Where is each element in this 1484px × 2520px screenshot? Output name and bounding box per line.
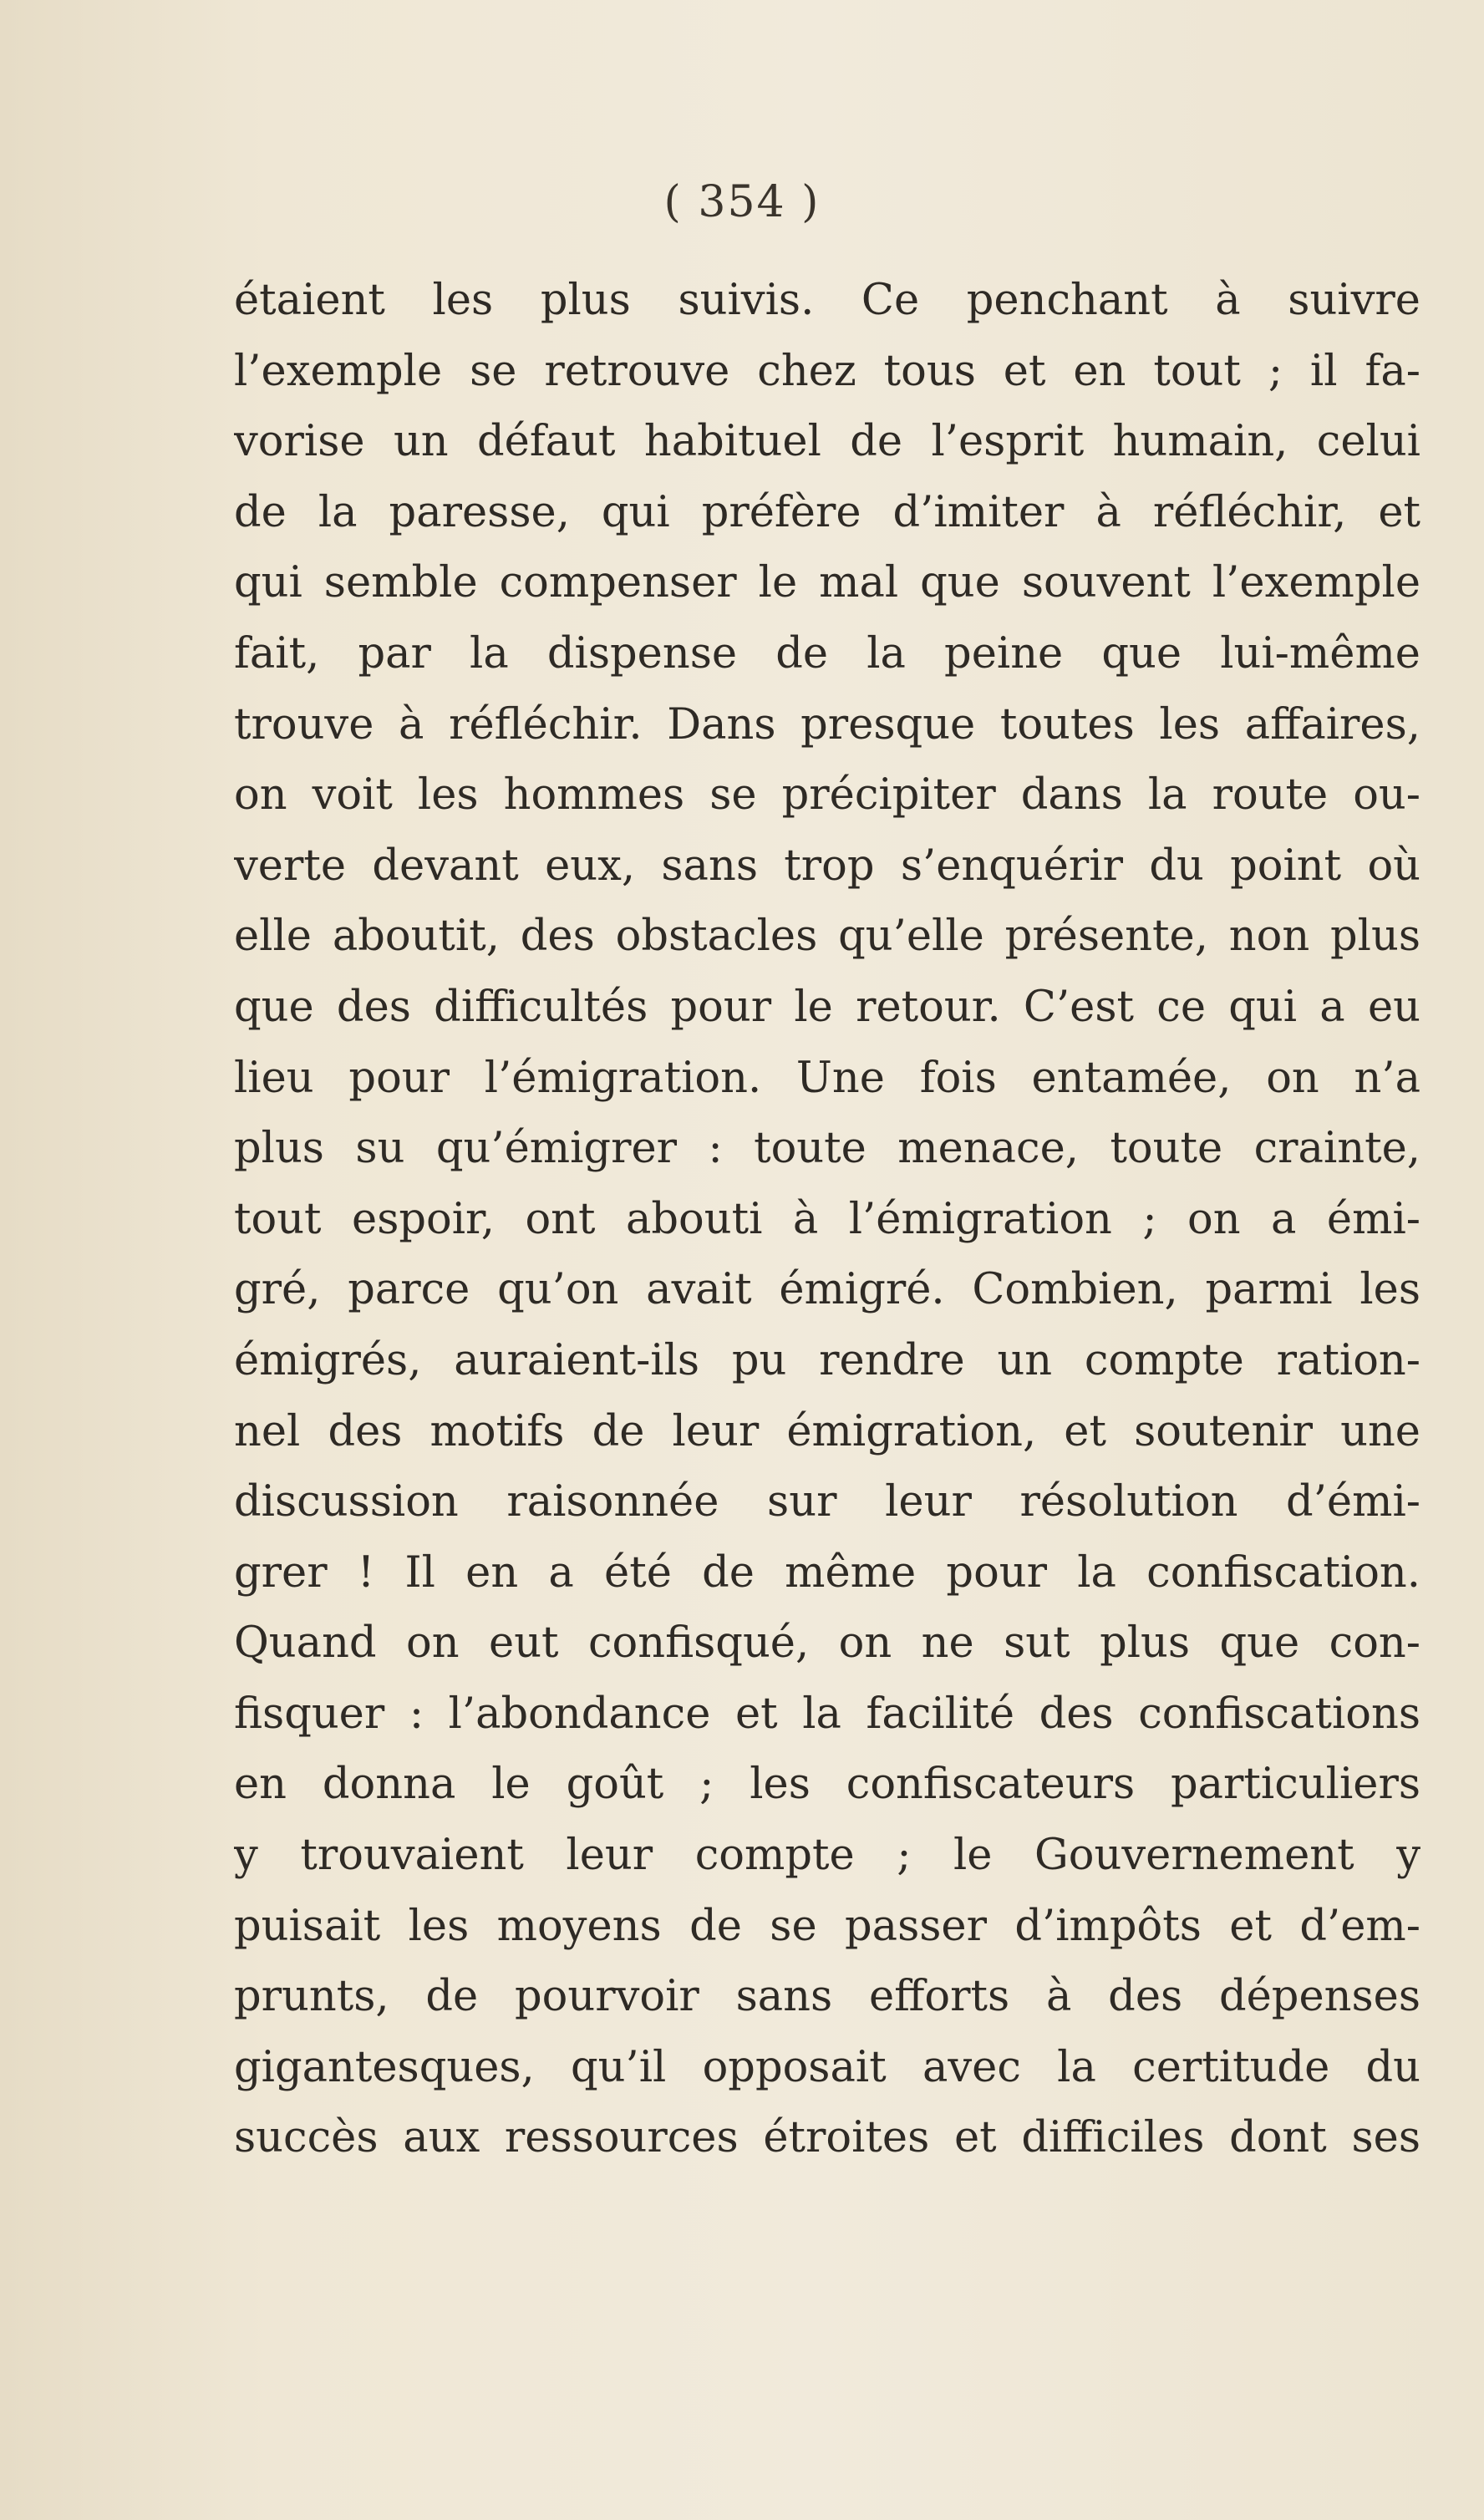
text-line: fait, par la dispense de la peine que lui-même bbox=[234, 628, 1420, 678]
body-text bbox=[234, 266, 1420, 2174]
page-number: ( 354 ) bbox=[663, 177, 821, 227]
text-line: nel des motifs de leur émigration, et soutenir une bbox=[234, 1406, 1420, 1456]
text-line: on voit les hommes se précipiter dans la route ou- bbox=[234, 770, 1420, 821]
text-line: émigrés, auraient-ils pu rendre un compte ration- bbox=[234, 1335, 1420, 1385]
text-line: prunts, de pourvoir sans efforts à des dépenses bbox=[234, 1972, 1420, 2022]
text-line: gigantesques, qu’il opposait avec la certitude du bbox=[234, 2042, 1420, 2092]
text-line: y trouvaient leur compte ; le Gouvernement y bbox=[234, 1831, 1420, 1881]
text-line: que des difficultés pour le retour. C’est ce qui a eu bbox=[234, 982, 1420, 1032]
text-line: vorise un défaut habituel de l’esprit humain, celui bbox=[234, 417, 1420, 467]
text-line: qui semble compenser le mal que souvent l’exemple bbox=[234, 558, 1420, 608]
text-line: fisquer : l’abondance et la facilité des confiscations bbox=[234, 1689, 1420, 1739]
text-line: elle aboutit, des obstacles qu’elle présente, non plus bbox=[234, 912, 1420, 962]
text-line: tout espoir, ont abouti à l’émigration ; on a émi- bbox=[234, 1194, 1420, 1244]
text-line: Quand on eut confisqué, on ne sut plus que con- bbox=[234, 1618, 1420, 1669]
text-line: gré, parce qu’on avait émigré. Combien, parmi les bbox=[234, 1265, 1420, 1315]
text-line: étaient les plus suivis. Ce penchant à suivre bbox=[234, 276, 1420, 325]
text-line: discussion raisonnée sur leur résolution d’émi- bbox=[234, 1477, 1420, 1527]
text-line: trouve à réfléchir. Dans presque toutes les affaires, bbox=[234, 699, 1420, 749]
text-line: l’exemple se retrouve chez tous et en tout ; il fa- bbox=[234, 346, 1420, 396]
text-line: verte devant eux, sans trop s’enquérir du point où bbox=[234, 841, 1420, 891]
text-line: en donna le goût ; les confiscateurs particuliers bbox=[234, 1760, 1420, 1810]
text-line: succès aux ressources étroites et difficiles dont ses bbox=[234, 2113, 1420, 2163]
text-line: de la paresse, qui préfère d’imiter à réfléchir, et bbox=[234, 487, 1420, 537]
text-line: puisait les moyens de se passer d’impôts et d’em- bbox=[234, 1901, 1420, 1951]
text-line: grer ! Il en a été de même pour la confiscation. bbox=[234, 1547, 1420, 1598]
text-line: lieu pour l’émigration. Une fois entamée, on n’a bbox=[234, 1053, 1420, 1103]
text-line: plus su qu’émigrer : toute menace, toute crainte, bbox=[234, 1124, 1420, 1174]
